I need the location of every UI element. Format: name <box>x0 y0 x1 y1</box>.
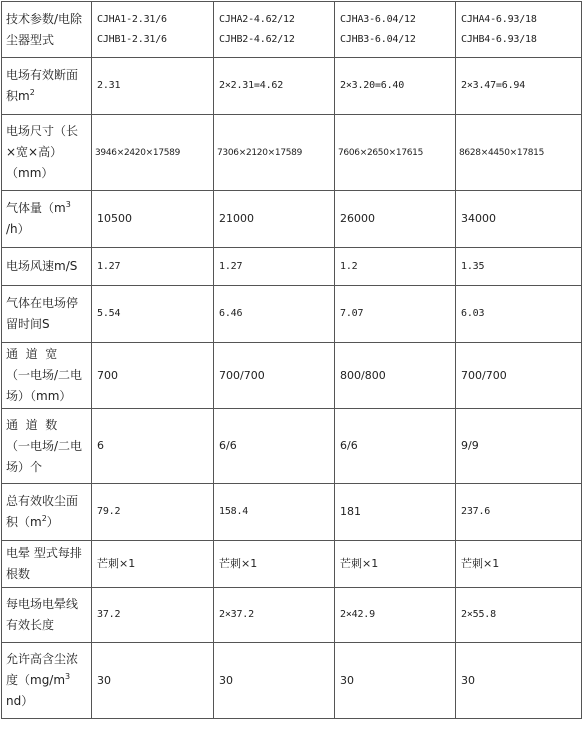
row-label-line <box>6 86 87 107</box>
value-cell: 6/6 <box>335 409 456 484</box>
value-cell: 158.4 <box>214 484 335 541</box>
row-label-line: 通 道 数 <box>6 417 58 432</box>
row-label-line: 总有效收尘面 <box>6 494 79 508</box>
row-label-sup: 3 <box>65 672 71 681</box>
row-label-cell <box>2 343 92 409</box>
table-row <box>2 286 582 343</box>
value-cell: 芒刺×1 <box>92 541 214 588</box>
table-row <box>2 409 582 484</box>
value-cell: 700/700 <box>214 343 335 409</box>
row-label-line: 允许高含尘浓 <box>6 652 79 666</box>
value-cell: 237.6 <box>456 484 582 541</box>
row-label-line: 根数 <box>6 567 31 581</box>
model-a: CJHA3-6.04/12 <box>340 13 416 25</box>
row-label-text: 积m <box>6 89 30 103</box>
row-label-cell <box>2 541 92 588</box>
value-cell: 10500 <box>92 191 214 248</box>
row-label-text: 气体量（m <box>6 201 66 215</box>
value-cell: 26000 <box>335 191 456 248</box>
model-cell <box>335 2 456 58</box>
table-row <box>2 541 582 588</box>
value-cell: 1.35 <box>456 248 582 286</box>
value-cell: 30 <box>214 643 335 719</box>
value-cell: 9/9 <box>456 409 582 484</box>
value-cell: 1.27 <box>214 248 335 286</box>
value-cell: 2×3.20=6.40 <box>335 58 456 115</box>
row-label-line: 场）（mm） <box>6 389 72 403</box>
row-label-sup: 2 <box>29 88 35 97</box>
value-cell: 6 <box>92 409 214 484</box>
table-row <box>2 191 582 248</box>
row-label-line: 电场有效断面 <box>6 68 79 82</box>
header-label-line: 技术参数/电除 <box>6 11 83 26</box>
row-label-cell <box>2 286 92 343</box>
row-label-cell <box>2 409 92 484</box>
value-cell: 6.46 <box>214 286 335 343</box>
value-cell: 3946×2420×17589 <box>92 115 214 191</box>
table-row <box>2 588 582 643</box>
row-label-line: 电场风速m/S <box>6 259 78 273</box>
value-cell: 700 <box>92 343 214 409</box>
value-cell: 2×3.47=6.94 <box>456 58 582 115</box>
value-cell: 芒刺×1 <box>456 541 582 588</box>
header-label-cell <box>2 2 92 58</box>
row-label-cell <box>2 588 92 643</box>
row-label-sup: 3 <box>65 200 71 209</box>
value-cell: 181 <box>335 484 456 541</box>
row-label-cell <box>2 248 92 286</box>
value-cell: 800/800 <box>335 343 456 409</box>
value-cell: 8628×4450×17815 <box>456 115 582 191</box>
row-label-cell <box>2 484 92 541</box>
value-cell: 1.2 <box>335 248 456 286</box>
value-cell: 2×37.2 <box>214 588 335 643</box>
value-cell: 7.07 <box>335 286 456 343</box>
row-label-cell <box>2 643 92 719</box>
row-label-line: 场）个 <box>6 459 43 474</box>
value-cell: 5.54 <box>92 286 214 343</box>
value-cell: 6.03 <box>456 286 582 343</box>
row-label-text: 积（m <box>6 515 42 529</box>
value-cell: 7606×2650×17615 <box>335 115 456 191</box>
value-cell: 79.2 <box>92 484 214 541</box>
row-label-line <box>6 198 87 219</box>
row-label-line: ×宽×高） <box>6 145 63 159</box>
value-cell: 30 <box>92 643 214 719</box>
header-row <box>2 2 582 58</box>
value-cell: 37.2 <box>92 588 214 643</box>
value-cell: 34000 <box>456 191 582 248</box>
table-row <box>2 115 582 191</box>
table-row <box>2 58 582 115</box>
value-cell: 1.27 <box>92 248 214 286</box>
row-label-line: nd） <box>6 694 34 708</box>
row-label-cell <box>2 191 92 248</box>
row-label-line: 电晕 型式每排 <box>6 546 82 560</box>
row-label-line: 电场尺寸（长 <box>6 124 79 138</box>
table-row <box>2 248 582 286</box>
value-cell: 30 <box>456 643 582 719</box>
model-cell <box>456 2 582 58</box>
row-label-line <box>6 670 87 691</box>
row-label-line: 气体在电场停 <box>6 296 79 310</box>
row-label-sup: 2 <box>41 514 47 523</box>
header-label-line: 尘器型式 <box>6 32 55 47</box>
model-b: CJHB3-6.04/12 <box>340 33 416 45</box>
row-label-line: 通 道 宽 <box>6 347 58 361</box>
row-label-line <box>6 512 87 533</box>
model-cell <box>214 2 335 58</box>
row-label-line: 留时间S <box>6 317 50 331</box>
model-cell <box>92 2 214 58</box>
value-cell: 芒刺×1 <box>335 541 456 588</box>
value-cell: 2×2.31=4.62 <box>214 58 335 115</box>
value-cell: 30 <box>335 643 456 719</box>
row-label-cell <box>2 115 92 191</box>
row-label-line: /h） <box>6 222 30 236</box>
table-row <box>2 643 582 719</box>
model-b: CJHB1-2.31/6 <box>97 33 167 45</box>
row-label-line: 有效长度 <box>6 618 55 632</box>
row-label-text: 度（mg/m <box>6 673 66 687</box>
row-label-line: （一电场/二电 <box>6 368 83 382</box>
value-cell: 2×55.8 <box>456 588 582 643</box>
value-cell: 2×42.9 <box>335 588 456 643</box>
table-row <box>2 484 582 541</box>
value-cell: 700/700 <box>456 343 582 409</box>
model-b: CJHB2-4.62/12 <box>219 33 295 45</box>
value-cell: 2.31 <box>92 58 214 115</box>
model-a: CJHA2-4.62/12 <box>219 13 295 25</box>
model-a: CJHA4-6.93/18 <box>461 13 537 25</box>
row-label-line: 每电场电晕线 <box>6 597 79 611</box>
value-cell: 芒刺×1 <box>214 541 335 588</box>
spec-table <box>1 1 582 719</box>
value-cell: 21000 <box>214 191 335 248</box>
row-label-line: （mm） <box>6 166 54 180</box>
row-label-cell <box>2 58 92 115</box>
value-cell: 6/6 <box>214 409 335 484</box>
row-label-text: ） <box>46 515 59 529</box>
model-a: CJHA1-2.31/6 <box>97 13 167 25</box>
row-label-line: （一电场/二电 <box>6 438 83 453</box>
value-cell: 7306×2120×17589 <box>214 115 335 191</box>
table-row <box>2 343 582 409</box>
model-b: CJHB4-6.93/18 <box>461 33 537 45</box>
